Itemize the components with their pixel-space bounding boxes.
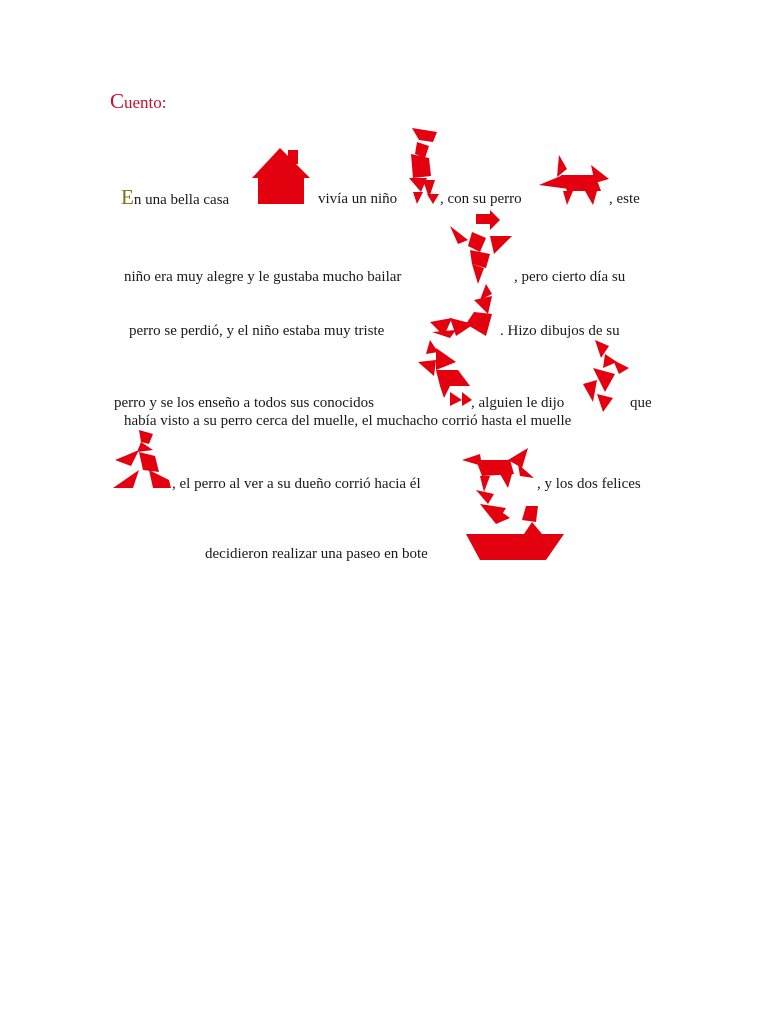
story-line-2-b: , pero cierto día su [514,269,626,285]
drawing-dog-tangram-icon [418,340,474,408]
story-line-5: había visto a su perro cerca del muelle, el muchacho corrió hasta el muelle [124,413,572,429]
story-line-1-d: , este [609,191,640,207]
story-line-7: decidieron realizar una paseo en bote [205,546,428,562]
dog-tangram-icon [539,155,611,205]
story-line-2-a: niño era muy alegre y le gustaba mucho bailar [124,269,402,285]
story-line-1-c: , con su perro [440,191,522,207]
sad-boy-tangram-icon [430,284,500,338]
story-line-3-b: . Hizo dibujos de su [500,323,620,339]
person-speaking-tangram-icon [583,340,631,412]
boy-tangram-icon [409,128,441,204]
running-boy-tangram-icon [113,430,173,488]
story-title: Cuento: [110,89,167,113]
story-line-3-a: perro se perdió, y el niño estaba muy triste [129,323,385,339]
drop-cap: E [121,185,134,209]
story-line-4-c: que [630,395,652,411]
story-line-6-b: , y los dos felices [537,476,641,492]
dancing-boy-tangram-icon [450,210,514,284]
boat-tangram-icon [466,490,564,560]
story-line-4-a: perro y se los enseño a todos sus conocidos [114,395,374,411]
story-line-6-a: , el perro al ver a su dueño corrió hacia él [172,476,421,492]
house-tangram-icon [252,148,310,204]
story-line-1-start: En una bella casa [121,185,230,209]
running-dog-tangram-icon [462,448,534,492]
story-line-1-b: vivía un niño [318,191,398,207]
story-line-4-b: , alguien le dijo [471,395,565,411]
